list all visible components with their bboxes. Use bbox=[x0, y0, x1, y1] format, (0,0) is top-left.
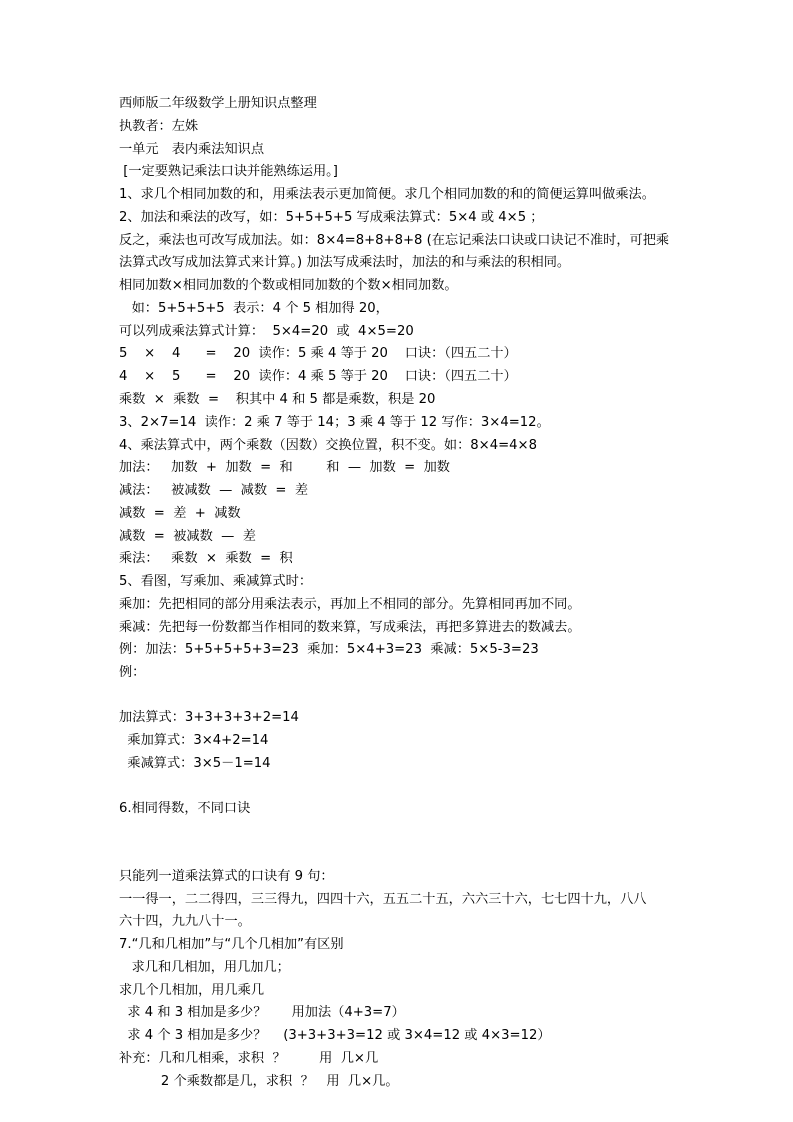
formula-line: 减数 = 差 + 减数 bbox=[119, 506, 241, 521]
text-line: 六十四，九九八十一。 bbox=[119, 914, 251, 929]
formula-line: 减数 = 被减数 — 差 bbox=[119, 529, 256, 544]
author-line: 执教者：左姝 bbox=[119, 119, 199, 134]
text-line: 可以列成乘法算式计算： 5×4=20 或 4×5=20 bbox=[119, 324, 414, 339]
text-line: 补充：几和几相乘，求积 ？ 用 几×几 bbox=[119, 1051, 379, 1066]
text-line: 4、乘法算式中，两个乘数（因数）交换位置，积不变。如：8×4=4×8 bbox=[119, 438, 537, 453]
text-line: 求 4 个 3 相加是多少？ (3+3+3+3=12 或 3×4=12 或 4×3=12） bbox=[119, 1028, 551, 1043]
text-line: 相同加数×相同加数的个数或相同加数的个数×相同加数。 bbox=[119, 278, 458, 293]
text-line: 3、2×7=14 读作：2 乘 7 等于 14；3 乘 4 等于 12 写作：3×4=12。 bbox=[119, 415, 550, 430]
text-line: 法算式改写成加法算式来计算。) 加法写成乘法时，加法的和与乘法的积相同。 bbox=[119, 255, 571, 270]
text-line: 求几和几相加，用几加几； bbox=[119, 960, 290, 975]
section-heading: 6.相同得数，不同口诀 bbox=[119, 801, 251, 816]
formula-line: 乘法： 乘数 × 乘数 = 积 bbox=[119, 551, 293, 566]
formula-line: 减法： 被减数 — 减数 = 差 bbox=[119, 483, 309, 498]
text-line: 2、加法和乘法的改写，如：5+5+5+5 写成乘法算式：5×4 或 4×5 ； bbox=[119, 210, 544, 225]
text-line: [一定要熟记乘法口诀并能熟练运用。] bbox=[119, 164, 338, 179]
text-line: 反之，乘法也可改写成加法。如：8×4=8+8+8+8 (在忘记乘法口诀或口诀记不准时，可把乘 bbox=[119, 233, 670, 248]
document-title: 西师版二年级数学上册知识点整理 bbox=[119, 96, 317, 111]
text-line: 如：5+5+5+5 表示：4 个 5 相加得 20， bbox=[119, 301, 389, 316]
formula-line: 乘减算式：3×5－1=14 bbox=[119, 756, 271, 771]
example-line: 例：加法：5+5+5+5+3=23 乘加：5×4+3=23 乘减：5×5-3=23 bbox=[119, 642, 539, 657]
formula-line: 加法： 加数 + 加数 = 和 和 — 加数 = 加数 bbox=[119, 460, 450, 475]
text-line: 乘加：先把相同的部分用乘法表示，再加上不相同的部分。先算相同再加不同。 bbox=[119, 597, 581, 612]
formula-line: 加法算式：3+3+3+3+2=14 bbox=[119, 710, 299, 725]
unit-heading: 一单元 表内乘法知识点 bbox=[119, 142, 265, 157]
text-line: 5 × 4 = 20 读作：5 乘 4 等于 20 口诀：（四五二十） bbox=[119, 346, 517, 361]
text-line: 求几个几相加，用几乘几 bbox=[119, 983, 265, 998]
text-line: 2 个乘数都是几，求积 ？ 用 几×几。 bbox=[119, 1074, 399, 1089]
text-line: 乘数 × 乘数 = 积其中 4 和 5 都是乘数，积是 20 bbox=[119, 392, 436, 407]
text-line: 求 4 和 3 相加是多少？ 用加法（4+3=7） bbox=[119, 1005, 405, 1020]
section-heading: 7.“几和几相加”与“几个几相加”有区别 bbox=[119, 937, 344, 952]
text-line: 乘减：先把每一份数都当作相同的数来算，写成乘法，再把多算进去的数减去。 bbox=[119, 620, 581, 635]
text-line: 1、求几个相同加数的和，用乘法表示更加简便。求几个相同加数的和的简便运算叫做乘法。 bbox=[119, 187, 655, 202]
example-line: 例： bbox=[119, 665, 146, 680]
formula-line: 乘加算式：3×4+2=14 bbox=[119, 733, 269, 748]
text-line: 一一得一，二二得四，三三得九，四四十六，五五二十五，六六三十六，七七四十九，八八 bbox=[119, 892, 647, 907]
text-line: 4 × 5 = 20 读作：4 乘 5 等于 20 口诀：（四五二十） bbox=[119, 369, 517, 384]
text-line: 只能列一道乘法算式的口诀有 9 句： bbox=[119, 869, 334, 884]
text-line: 5、看图，写乘加、乘减算式时： bbox=[119, 574, 313, 589]
